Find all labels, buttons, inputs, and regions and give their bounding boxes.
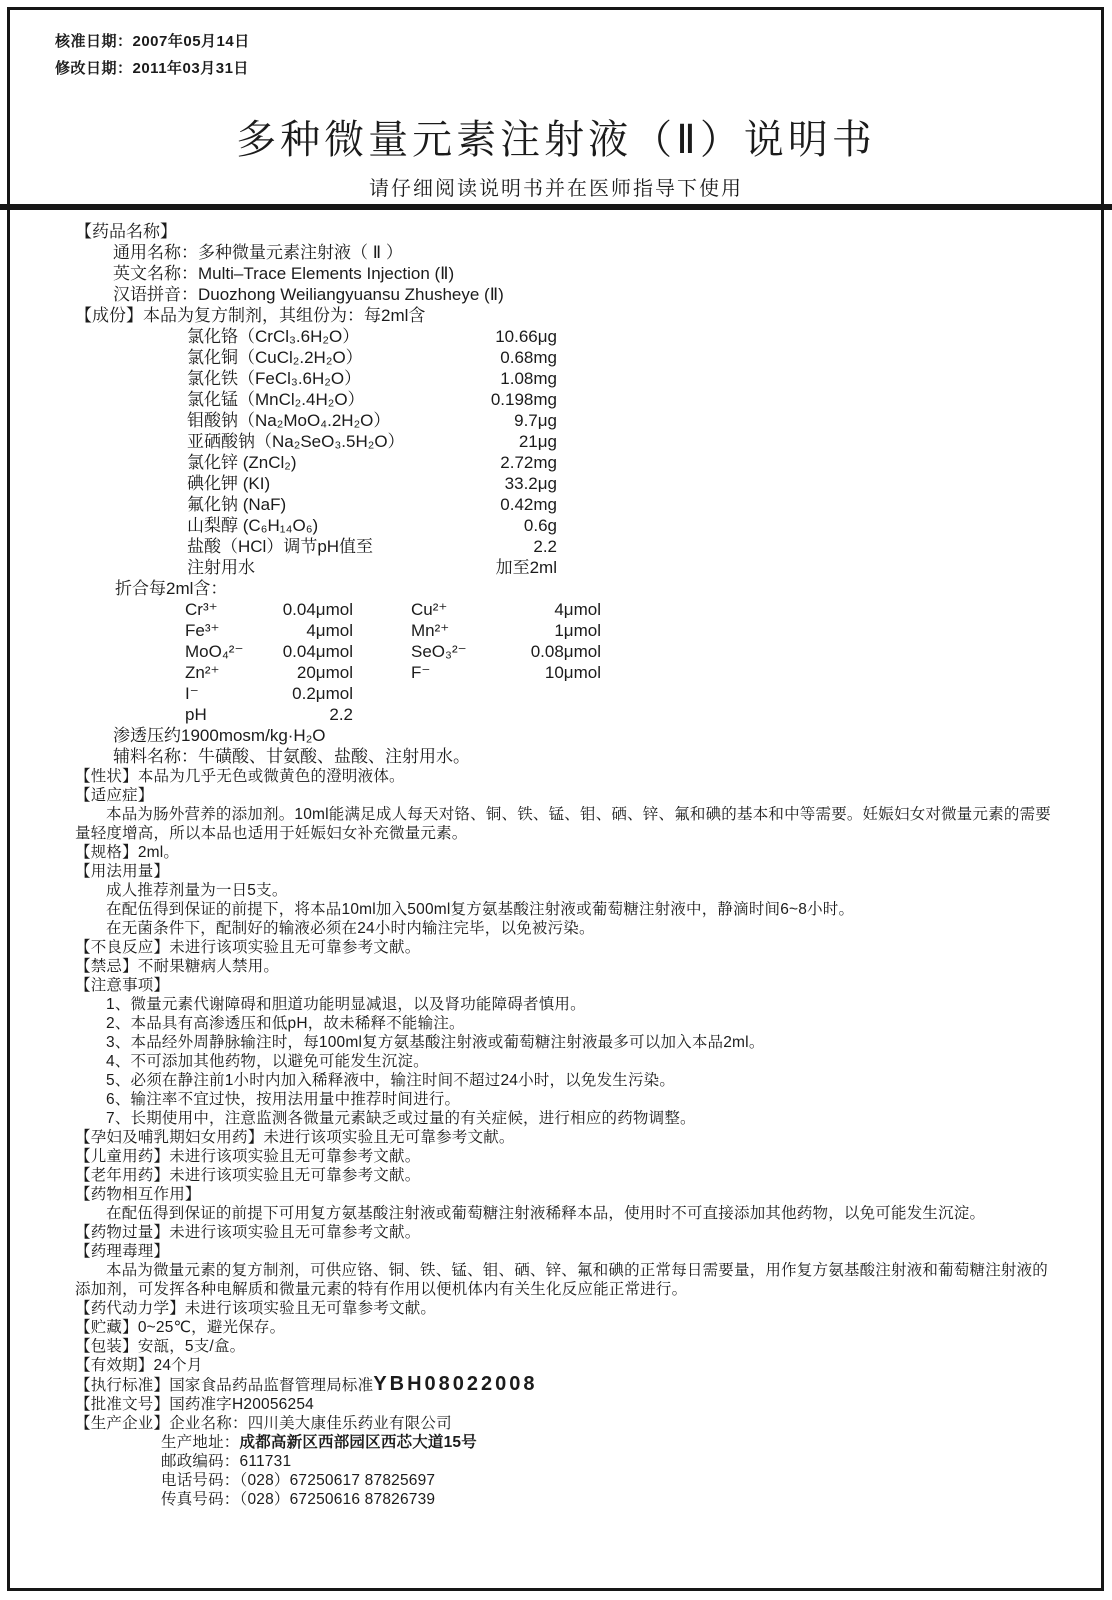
section-overdose [75,1223,1053,1242]
header-divider [0,204,1112,210]
precaution-item: 2、本品具有高渗透压和低pH，故未稀释不能输注。 [106,1015,465,1032]
section-pharmacology-text: 本品为微量元素的复方制剂，可供应铬、铜、铁、锰、钼、硒、锌、氟和碘的正常每日需要量，用作复方氨基酸注射液和葡萄糖注射液的添加剂，可发挥各种电解质和微量元素的特有作用以便机体内有关生化反应能正常进行。 [75,1262,1049,1298]
ion-symbol: Cu²⁺ [411,600,448,619]
ion-amount: 10μmol [544,663,601,682]
section-text: 本品为几乎无色或微黄色的澄明液体。 [137,768,405,785]
section-approval-number [75,1395,1053,1414]
section-text: 0~25℃，避光保存。 [137,1319,286,1336]
ingredient-name: 亚硒酸钠（Na₂SeO₃.5H₂O） [187,432,405,451]
ion-row [75,662,1053,683]
section-text: 未进行该项实验且无可靠参考文献。 [169,1148,421,1165]
ingredient-name: 盐酸（HCl）调节pH值至 [187,537,374,556]
ion-symbol: Zn²⁺ [185,663,220,682]
section-storage [75,1318,1053,1337]
ion-symbol: pH [185,705,207,724]
section-contraindications [75,957,1053,976]
ion-row [75,641,1053,662]
ingredient-amount: 0.6g [523,516,557,535]
ingredient-amount: 0.68mg [500,348,557,367]
section-interactions-label: 【药物相互作用】 [75,1186,201,1203]
pinyin-name: 汉语拼音：Duozhong Weiliangyuansu Zhusheye (Ⅱ) [113,285,504,304]
ion-amount: 4μmol [554,600,601,619]
ingredient-row [75,452,557,473]
section-text: 安瓿，5支/盒。 [137,1338,246,1355]
company-tel: 电话号码：（028）67250617 87825697 [161,1472,436,1489]
ingredient-amount: 加至2ml [495,558,557,577]
ion-amount [515,683,601,704]
ion-amount: 4μmol [306,621,353,640]
osmolality: 渗透压约1900mosm/kg·H₂O [113,726,326,745]
ingredient-row [75,557,557,578]
ion-symbol: Fe³⁺ [185,621,220,640]
ingredient-row [75,410,557,431]
ingredient-row [75,536,557,557]
ion-symbol: I⁻ [185,684,199,703]
ingredient-row [75,431,557,452]
section-text: 国药准字H20056254 [169,1396,314,1413]
section-properties [75,767,1053,786]
ion-row [75,620,1053,641]
address-label: 生产地址： [161,1434,240,1451]
composition-label: 【成份】 [75,306,143,325]
precaution-item: 6、输注率不宜过快，按用法用量中推荐时间进行。 [106,1091,461,1108]
section-text: 不耐果糖病人禁用。 [137,958,280,975]
dosage-line: 成人推荐剂量为一日5支。 [106,882,288,899]
section-text: 2ml。 [137,844,180,861]
document-title: 多种微量元素注射液（Ⅱ）说明书 [236,118,876,162]
drug-name-label: 【药品名称】 [75,222,177,241]
company-address [75,1433,1053,1452]
section-indications-text: 本品为肠外营养的添加剂。10ml能满足成人每天对铬、铜、铁、锰、钼、硒、锌、氟和碘的基本和中等需要。妊娠妇女对微量元素的需要量轻度增高，所以本品也适用于妊娠妇女补充微量元素。 [75,806,1052,842]
sections-block [75,767,1053,1509]
ion-symbol: MoO₄²⁻ [185,642,244,661]
section-text: 未进行该项实验且无可靠参考文献。 [263,1129,515,1146]
english-name: 英文名称：Multi–Trace Elements Injection (Ⅱ) [113,264,455,283]
excipients: 辅料名称：牛磺酸、甘氨酸、盐酸、注射用水。 [113,747,470,766]
section-pediatric-use [75,1147,1053,1166]
document-subtitle: 请仔细阅读说明书并在医师指导下使用 [369,178,743,200]
dosage-line: 在配伍得到保证的前提下，将本品10ml加入500ml复方氨基酸注射液或葡萄糖注射液中，静滴时间6~8小时。 [106,901,855,918]
ion-symbol: F⁻ [411,663,431,682]
ion-symbol [411,683,515,704]
ion-amount: 0.2μmol [292,684,353,703]
standard-code: YBH08022008 [373,1373,538,1395]
ingredient-name: 钼酸钠（Na₂MoO₄.2H₂O） [187,411,391,430]
precaution-item: 3、本品经外周静脉输注时，每100ml复方氨基酸注射液或葡萄糖注射液最多可以加入本品2ml。 [106,1034,765,1051]
ion-row [75,599,1053,620]
section-text: 未进行该项实验且无可靠参考文献。 [169,1224,421,1241]
ingredient-name: 注射用水 [187,558,255,577]
section-label: 【儿童用药】 [75,1148,170,1165]
ion-row [75,704,1053,725]
company-zip: 邮政编码：611731 [161,1453,292,1470]
section-specification [75,843,1053,862]
ingredient-amount: 2.2 [533,537,557,556]
precaution-item: 4、不可添加其他药物，以避免可能发生沉淀。 [106,1053,429,1070]
ingredient-amount: 0.198mg [490,390,557,409]
section-pharmacology-label: 【药理毒理】 [75,1243,170,1260]
section-adverse-reactions [75,938,1053,957]
ingredient-name: 氯化铁（FeCl₃.6H₂O） [187,369,362,388]
section-manufacturer [75,1414,1053,1433]
ingredient-name: 氟化钠 (NaF) [187,495,287,514]
section-precautions-label: 【注意事项】 [75,977,170,994]
section-indications-label: 【适应症】 [75,787,154,804]
ingredient-amount: 1.08mg [500,369,557,388]
ion-row [75,683,1053,704]
composition-heading [75,305,1053,326]
composition-intro: 本品为复方制剂，其组份为：每2ml含 [143,306,426,325]
company-name: 企业名称：四川美大康佳乐药业有限公司 [169,1415,452,1432]
ion-amount: 2.2 [329,705,353,724]
section-label: 【性状】 [75,768,138,785]
ion-amount: 20μmol [296,663,353,682]
ingredient-row [75,515,557,536]
ingredient-name: 氯化锰（MnCl₂.4H₂O） [187,390,365,409]
ingredient-name: 氯化铬（CrCl₃.6H₂O） [187,327,360,346]
section-label: 【药代动力学】 [75,1300,185,1317]
revision-date: 修改日期：2011年03月31日 [55,60,249,77]
document-body [75,221,1053,1509]
precaution-item: 7、长期使用中，注意监测各微量元素缺乏或过量的有关症候，进行相应的药物调整。 [106,1110,696,1127]
composition-block [75,221,1053,767]
section-label: 【有效期】 [75,1357,154,1374]
section-label: 【药物过量】 [75,1224,170,1241]
date-block [55,28,250,82]
section-interactions-text: 在配伍得到保证的前提下可用复方氨基酸注射液或葡萄糖注射液稀释本品，使用时不可直接添加其他药物，以免可能发生沉淀。 [106,1205,986,1222]
ingredient-row [75,347,557,368]
section-pharmacokinetics [75,1299,1053,1318]
section-label: 【不良反应】 [75,939,170,956]
ingredient-amount: 2.72mg [500,453,557,472]
ion-amount: 0.04μmol [282,600,353,619]
ingredient-row [75,389,557,410]
section-text: 24个月 [153,1357,203,1374]
approval-date: 核准日期：2007年05月14日 [55,33,250,50]
ingredient-name: 氯化铜（CuCl₂.2H₂O） [187,348,363,367]
address-value: 成都高新区西部园区西芯大道15号 [239,1434,477,1451]
ion-amount: 1μmol [554,621,601,640]
section-label: 【老年用药】 [75,1167,170,1184]
section-label: 【批准文号】 [75,1396,170,1413]
section-label: 【禁忌】 [75,958,138,975]
ingredient-row [75,326,557,347]
section-text: 未进行该项实验且无可靠参考文献。 [184,1300,437,1317]
section-pregnancy-use [75,1128,1053,1147]
ion-symbol [411,704,515,725]
section-text: 未进行该项实验且无可靠参考文献。 [169,1167,421,1184]
ingredient-name: 山梨醇 (C₆H₁₄O₆) [187,516,319,535]
section-packaging [75,1337,1053,1356]
ingredient-amount: 0.42mg [500,495,557,514]
section-dosage-label: 【用法用量】 [75,863,170,880]
ingredient-amount: 33.2μg [504,474,557,493]
ingredient-amount: 21μg [518,432,557,451]
ingredient-amount: 9.7μg [514,411,557,430]
ingredient-name: 碘化钾 (KI) [187,474,271,493]
section-geriatric-use [75,1166,1053,1185]
ion-amount [515,704,601,725]
section-text: 国家食品药品监督管理局标准 [169,1377,374,1394]
precaution-item: 1、微量元素代谢障碍和胆道功能明显减退，以及肾功能障碍者慎用。 [106,996,586,1013]
ingredient-row [75,494,557,515]
ion-amount: 0.08μmol [530,642,601,661]
company-fax: 传真号码：（028）67250616 87826739 [161,1491,436,1508]
section-label: 【包装】 [75,1338,138,1355]
ingredient-row [75,473,557,494]
section-label: 【贮藏】 [75,1319,138,1336]
ion-amount: 0.04μmol [282,642,353,661]
section-label: 【生产企业】 [75,1415,170,1432]
precaution-item: 5、必须在静注前1小时内加入稀释液中，输注时间不超过24小时，以免发生污染。 [106,1072,676,1089]
ingredient-row [75,368,557,389]
section-label: 【规格】 [75,844,138,861]
section-shelf-life [75,1356,1053,1375]
equivalent-heading: 折合每2ml含： [115,579,228,598]
ion-symbol: SeO₃²⁻ [411,642,467,661]
generic-name: 通用名称：多种微量元素注射液（ Ⅱ ） [113,243,403,262]
section-executive-standard [75,1375,1053,1395]
ion-symbol: Mn²⁺ [411,621,450,640]
section-text: 未进行该项实验且无可靠参考文献。 [169,939,421,956]
ingredient-amount: 10.66μg [495,327,557,346]
section-label: 【孕妇及哺乳期妇女用药】 [75,1129,264,1146]
ion-symbol: Cr³⁺ [185,600,218,619]
section-label: 【执行标准】 [75,1377,170,1394]
dosage-line: 在无菌条件下，配制好的输液必须在24小时内输注完毕，以免被污染。 [106,920,595,937]
ingredient-name: 氯化锌 (ZnCl₂) [187,453,297,472]
